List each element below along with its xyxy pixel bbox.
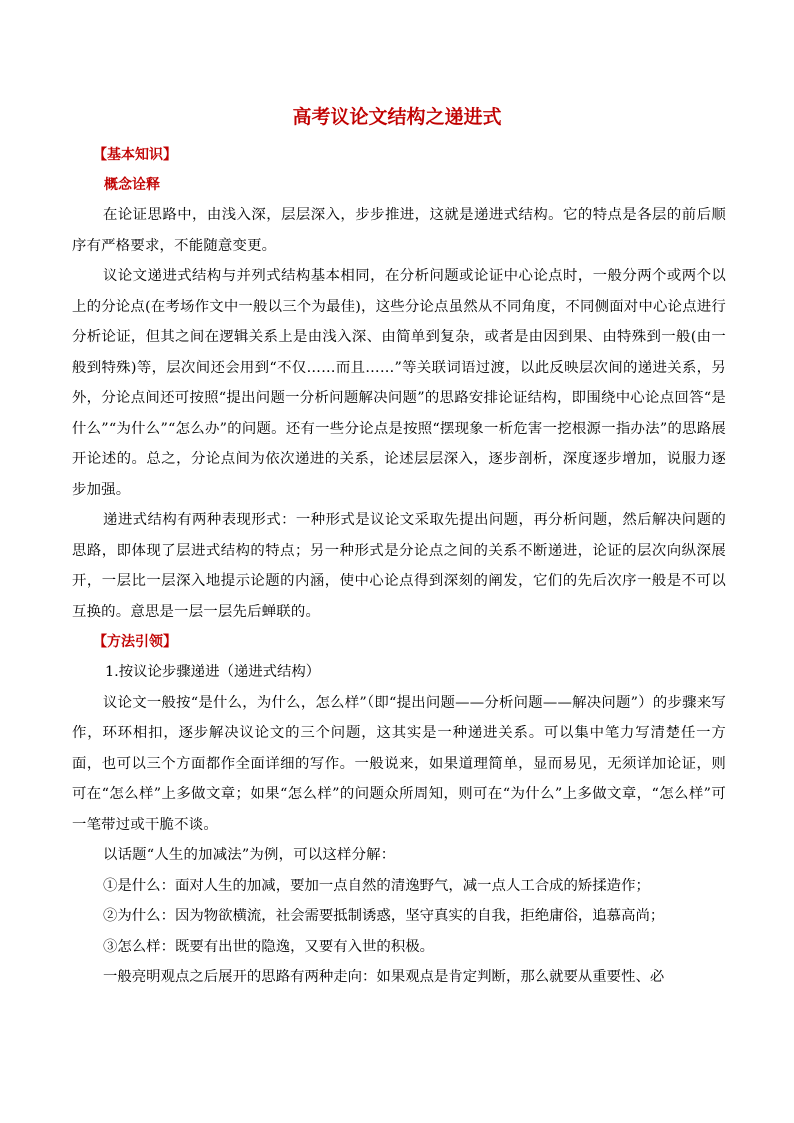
point-item: ①是什么：面对人生的加减，要加一点自然的清逸野气，减一点人工合成的矫揉造作；	[103, 877, 650, 894]
paragraph: 议论文一般按“是什么，为什么，怎么样”（即“提出问题——分析问题——解决问题”）的步骤来写作，环环相扣，逐步解决议论文的三个问题，这其实是一种递进关系。可以集中笔力写清楚任一方面，也可以三个方面都作全面详细的写作。一般说来，如果道理简单，显而易见，无须详加论证，则可在“怎么样”上多做文章；如果“怎么样”的问题众所周知，则可在“为什么”上多做文章，“怎么样”可一笔带过或干脆不谈。	[72, 694, 726, 833]
section-heading-method: 【方法引领】	[93, 634, 177, 650]
method-item-title: 1.按议论步骤递进（递进式结构）	[105, 664, 321, 680]
point-item: ③怎么样：既要有出世的隐逸，又要有入世的积极。	[103, 938, 434, 955]
document-body	[72, 140, 726, 993]
paragraph: 递进式结构有两种表现形式：一种形式是议论文采取先提出问题，再分析问题，然后解决问题的思路，即体现了层进式结构的特点；另一种形式是分论点之间的关系不断递进，论证的层次向纵深展开，一层比一层深入地提示论题的内涵，使中心论点得到深刻的阐发，它们的先后次序一般是不可以互换的。意思是一层一层先后蝉联的。	[72, 512, 726, 620]
section-heading-basic: 【基本知识】	[93, 147, 177, 163]
paragraph: 议论文递进式结构与并列式结构基本相同，在分析问题或论证中心论点时，一般分两个或两个以上的分论点(在考场作文中一般以三个为最佳)，这些分论点虽然从不同角度，不同侧面对中心论点进行分析论证，但其之间在逻辑关系上是由浅入深、由简单到复杂，或者是由因到果、由特殊到一般(由一般到特殊)等，层次间还会用到“不仅……而且……”等关联词语过渡，以此反映层次间的递进关系，另外，分论点间还可按照“提出问题一分析问题解决问题”的思路安排论证结构，即围绕中心论点回答“是什么”“为什么”“怎么办”的问题。还有一些分论点是按照“摆现象一析危害一挖根源一指办法”的思路展开论述的。总之，分论点间为依次递进的关系，论述层层深入，逐步剖析，深度逐步增加，说服力逐步加强。	[72, 268, 726, 498]
document-title: 高考议论文结构之递进式	[292, 106, 502, 128]
point-item: ②为什么：因为物欲横流，社会需要抵制诱惑，坚守真实的自我，拒绝庸俗，追慕高尚；	[103, 908, 665, 924]
subheading-concept: 概念诠释	[104, 177, 160, 193]
closing-line: 一般亮明观点之后展开的思路有两种走向：如果观点是肯定判断，那么就要从重要性、必	[103, 969, 665, 985]
paragraph: 以话题“人生的加减法”为例，可以这样分解：	[103, 847, 396, 863]
paragraph: 在论证思路中，由浅入深，层层深入，步步推进，这就是递进式结构。它的特点是各层的前后顺序有严格要求，不能随意变更。	[72, 207, 726, 254]
